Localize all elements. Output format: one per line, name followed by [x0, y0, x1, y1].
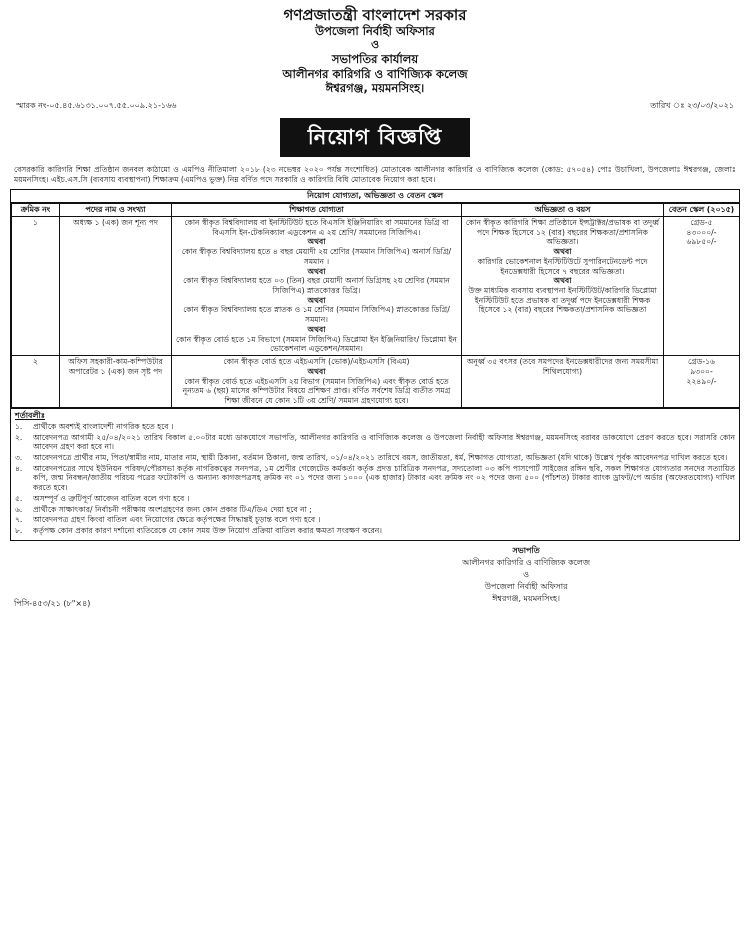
pay-grade: গ্রেড-৫: [690, 218, 713, 227]
government-title: গণপ্রজাতন্ত্রী বাংলাদেশ সরকার: [283, 6, 467, 24]
recruitment-table-box: [10, 189, 740, 409]
office-line-3: সভাপতির কার্যালয়: [331, 52, 419, 67]
qualification-line: কোন স্বীকৃত বোর্ড হতে ১ম বিভাগে (সমমান সিজিপিএ) ডিপ্লোমা ইন ইঞ্জিনিয়ারিং/ ডিপ্লোমা ইন ভোকেশনাল এডুকেশন/সমমান।: [176, 334, 457, 354]
condition-item: [15, 422, 735, 432]
experience-line: কারিগরি ভোকেশনাল ইনস্টিটিউটে সুপারিনটেনডেন্ট পদে ইনডেক্সধারী হিসেবে ৭ বছরের অভিজ্ঞতা।: [477, 256, 648, 276]
condition-number: ৮.: [15, 526, 23, 536]
qualification-line: কোন স্বীকৃত বিশ্ববিদ্যালয় হতে স্নাতক ও ১ম শ্রেণির (সমমান সিজিপিএ) স্নাতকোত্তর ডিগ্রি/সমমান।: [183, 305, 450, 325]
condition-item: [15, 433, 735, 452]
office-line-2: ও: [370, 38, 380, 52]
header-experience: অভিজ্ঞতা ও বয়স: [462, 204, 664, 217]
signoff-title: সভাপতি: [512, 545, 540, 555]
condition-item: [15, 505, 735, 515]
table-caption: নিয়োগ যোগ্যতা, অভিজ্ঞতা ও বেতন স্কেল: [11, 190, 739, 203]
conditions-title: শর্তাবলীঃ: [15, 410, 46, 420]
condition-text: প্রার্থীকে অবশ্যই বাংলাদেশী নাগরিক হতে হবে ।: [33, 421, 174, 431]
row-serial: ২: [12, 356, 60, 408]
pay-min: ৪৩০০০/-: [686, 227, 717, 237]
pay-grade: গ্রেড-১৬: [688, 357, 715, 367]
qualification-line: কোন স্বীকৃত বোর্ড হতে এইচএসসি (ভোক)/এইচএসসি (বিএম): [223, 357, 410, 367]
row-post: অফিস সহকারী-কাম-কম্পিউটার অপারেটর ১ (এক) জন সৃষ্ট পদ: [60, 356, 172, 408]
pay-max: ২২৪৯০/-: [686, 376, 717, 386]
signoff-line-1: আলীনগর কারিগরি ও বাণিজ্যিক কলেজ: [462, 557, 590, 567]
row-serial: ১: [12, 217, 60, 356]
or-separator: অথবা: [553, 247, 572, 257]
header-post: পদের নাম ও সংখ্যা: [60, 204, 172, 217]
signoff-line-4: ঈশ্বরগঞ্জ, ময়মনসিংহ।: [492, 593, 560, 603]
or-separator: অথবা: [307, 366, 326, 376]
signoff-line-3: উপজেলা নির্বাহী অফিসার: [484, 581, 568, 591]
condition-number: ৫.: [15, 493, 23, 503]
condition-item: [15, 464, 735, 493]
notice-banner: নিয়োগ বিজ্ঞপ্তি: [280, 118, 471, 157]
condition-number: ৬.: [15, 504, 23, 514]
reference-row: [10, 101, 740, 111]
condition-number: ১.: [15, 421, 23, 431]
header-pay: বেতন স্কেল (২০১৫): [664, 204, 740, 217]
condition-item: [15, 453, 735, 463]
experience-line: অনূর্ধ্ব ৩৫ বৎসর (তবে সমপদের ইনডেক্সধারীদের জন্য সময়সীমা শিথিলযোগ্য): [466, 357, 659, 376]
header-qualification: শিক্ষাগত যোগ্যতা: [172, 204, 462, 217]
or-separator: অথবা: [307, 237, 326, 247]
condition-item: [15, 515, 735, 525]
signoff-line-2: ও: [523, 569, 530, 579]
qualification-line: কোন স্বীকৃত বিশ্ববিদ্যালয় বা ইনস্টিটিউট হতে বিএসসি ইঞ্জিনিয়ারিং বা সমমানের ডিগ্রি বা বিএসসি ইন-টেকনিক্যাল এডুকেশন এ ২য় শ্রেণি/ সমমানের সিজিপিএ।: [184, 218, 449, 237]
memo-number: স্মারক নং-০৫.৪৫.৬১৩১.০০৭.৫৫.০০৯.২১-১৬৬: [16, 101, 177, 111]
experience-line: উক্ত মাধ্যমিক ব্যবসায় ব্যবস্থাপনা ইনস্টিটিউট/কারিগরি ডিপ্লোমা ইনস্টিটিউট হতে প্রভাষক বা তদূর্ধ্ব পদে ইনডেক্সধারী শিক্ষক হিসেবে ১২ (বার) বছরের শিক্ষকতা/প্রশাসনিক অভিজ্ঞতা: [468, 286, 657, 315]
row-qualification: [172, 217, 462, 356]
condition-text: কর্তৃপক্ষ কোন প্রকার কারণ দর্শানো ব্যতিরেকে যে কোন সময় উক্ত নিয়োগ প্রক্রিয়া বাতিল করার ক্ষমতা সংরক্ষণ করেন।: [33, 526, 383, 536]
notice-date: তারিখ ঃ ২৩/০৩/২০২১: [650, 101, 734, 111]
letterhead: [10, 0, 740, 95]
banner-wrap: [10, 118, 740, 157]
row-pay: [664, 356, 740, 408]
condition-text: আবেদনপত্রে প্রার্থীর নাম, পিতা/স্বামীর নাম, মাতার নাম, স্থায়ী ঠিকানা, বর্তমান ঠিকানা, জন্ম তারিখ, ০১/০৪/২০২১ তারিখে বয়স, জাতীয়তা, ধর্ম, শিক্ষাগত যোগ্যতা, অভিজ্ঞতা (যদি থাকে) উল্লেখ পূর্বক আবেদনপত্র দাখিল করতে হবে।: [33, 453, 728, 463]
print-code: পিসি-৪৫৩/২১ (৮"×৪): [14, 598, 91, 608]
header-serial: ক্রমিক নং: [12, 204, 60, 217]
signature-block: [462, 545, 590, 605]
qualification-line: কোন স্বীকৃত বোর্ড হতে এইচএসসি ২য় বিভাগ (সমমান সিজিপিএ) এবং স্বীকৃত বোর্ড হতে নূন্যতম ৬ (ছয়) মাসের কম্পিউটার বিষয়ে প্রশিক্ষণ প্রাপ্ত। বর্ণিত সর্বশেষ ডিগ্রি ব্যতীত সমগ্র শিক্ষা জীবনে যে কোন ১টি ৩য় শ্রেণি/ সমমান গ্রহণযোগ্য হবে।: [182, 376, 451, 405]
pay-max: ৬৯৮৫০/-: [686, 237, 717, 247]
condition-text: আবেদনপত্র গ্রহণ কিংবা বাতিল এবং নিয়োগের ক্ষেত্রে কর্তৃপক্ষের সিদ্ধান্তই চূড়ান্ত বলে গণ্য হবে ।: [33, 515, 321, 525]
condition-number: ৪.: [15, 463, 23, 473]
qualification-line: কোন স্বীকৃত বিশ্ববিদ্যালয় হতে ০৩ (তিন) বছর মেয়াদী অনার্স ডিগ্রিসহ ২য় শ্রেণির (সমমান সিজিপিএ) স্নাতকোত্তর ডিগ্রি।: [183, 276, 450, 296]
qualification-line: কোন স্বীকৃত বিশ্ববিদ্যালয় হতে ৪ বছর মেয়াদী ২য় শ্রেণির (সমমান সিজিপিএ) অনার্স ডিগ্রি/ সমমান ।: [181, 247, 452, 266]
condition-item: [15, 494, 735, 504]
row-experience: [462, 217, 664, 356]
college-name: আলীনগর কারিগরি ও বাণিজ্যিক কলেজ: [282, 66, 468, 81]
recruitment-table: [11, 203, 740, 408]
table-row: [12, 356, 740, 408]
table-row: [12, 217, 740, 356]
or-separator: অথবা: [307, 266, 326, 276]
footer: [10, 545, 740, 635]
row-pay: [664, 217, 740, 356]
row-experience: [462, 356, 664, 408]
condition-number: ৩.: [15, 453, 23, 463]
condition-text: আবেদনপত্র আগামী ২৫/০৪/২০২১ তারিখ বিকাল ৫.০০টার মধ্যে ডাকযোগে সভাপতি, আলীনগর কারিগরি ও বাণিজ্যিক কলেজ ও উপজেলা নির্বাহী অফিসার ঈশ্বরগঞ্জ, ময়মনসিংহ বরাবর ডাকযোগে প্রেরণ করতে হবে। সরাসরি কোন আবেদন গ্রহণ করা হবে না।: [33, 432, 735, 452]
experience-line: কোন স্বীকৃত কারিগরি শিক্ষা প্রতিষ্ঠানে ইন্সট্রাক্টর/প্রভাষক বা তদূর্ধ্ব পদে শিক্ষক হিসেবে ১২ (বার) বছরের শিক্ষকতা/প্রশাসনিক অভিজ্ঞতা।: [465, 218, 660, 247]
condition-item: [15, 526, 735, 536]
or-separator: অথবা: [307, 295, 326, 305]
conditions-section: [10, 409, 740, 541]
row-post: অধ্যক্ষ ১ (এক) জন শূন্য পদ: [60, 217, 172, 356]
row-qualification: [172, 356, 462, 408]
college-location: ঈশ্বরগঞ্জ, ময়মনসিংহ।: [325, 80, 425, 95]
condition-text: অসম্পূর্ণ ও ত্রুটিপূর্ণ আবেদন বাতিল বলে গণ্য হবে ।: [33, 493, 190, 503]
or-separator: অথবা: [553, 276, 572, 286]
intro-paragraph: বেসরকারি কারিগরি শিক্ষা প্রতিষ্ঠান জনবল কাঠামো ও এমপিও নীতিমালা ২০১৮ (২৩ নভেম্বর ২০২০ পর্যন্ত সংশোধিত) মোতাবেক আলীনগর কারিগরি ও বাণিজ্যিক কলেজ (কোড: ৫৭০৫৪) পোঃ উচাখিলা, উপজেলাঃ ঈশ্বরগঞ্জ, জেলাঃ ময়মনসিংহ। এইচ.এস.সি (ব্যবসায় ব্যবস্থাপনা) শিক্ষাক্রম (এমপিও ভুক্ত) নিম্ন বর্ণিত পদে সরকারি ও কারিগরি বিধি মোতাবেক নিয়োগ করা হবে।: [14, 165, 736, 185]
pay-min: ৯৩০০-: [690, 366, 713, 376]
condition-number: ২.: [15, 432, 23, 442]
condition-number: ৭.: [15, 515, 23, 525]
or-separator: অথবা: [307, 324, 326, 334]
table-header-row: [12, 204, 740, 217]
condition-text: প্রার্থীকে সাক্ষাৎকার/ নির্বাচনী পরীক্ষায় অংশগ্রহণের জন্য কোন প্রকার টিএ/ডিএ দেয়া হবে না ;: [33, 504, 312, 514]
condition-text: আবেদনপত্রের সাথে ইউনিয়ন পরিষদ/পৌরসভা কর্তৃক নাগরিকত্বের সনদপত্র, ১ম শ্রেণীর গেজেটেড কর্মকর্তা কর্তৃক প্রদত্ত চারিত্রিক সনদপত্র, সদ্যতোলা ০৩ কপি পাসপোর্ট সাইজের রঙ্গিন ছবি, সকল শিক্ষাগত যোগ্যতার সনদের সত্যায়িত কপি, জন্ম নিবন্ধন/জাতীয় পরিচয় পত্রের ফটোকপি ও অন্যান্য কাগজপত্রসহ ক্রমিক নং ০১ পদের জন্য ১০০০ (এক হাজার) টাকার এবং ক্রমিক নং ০২ পদের জন্য ৫০০ (পাঁচশত) টাকার ব্যাংক ড্রাফট/পে অর্ডার (অফেরতযোগ্য) দাখিল করতে হবে।: [33, 463, 735, 493]
office-line-1: উপজেলা নির্বাহী অফিসার: [315, 24, 435, 38]
